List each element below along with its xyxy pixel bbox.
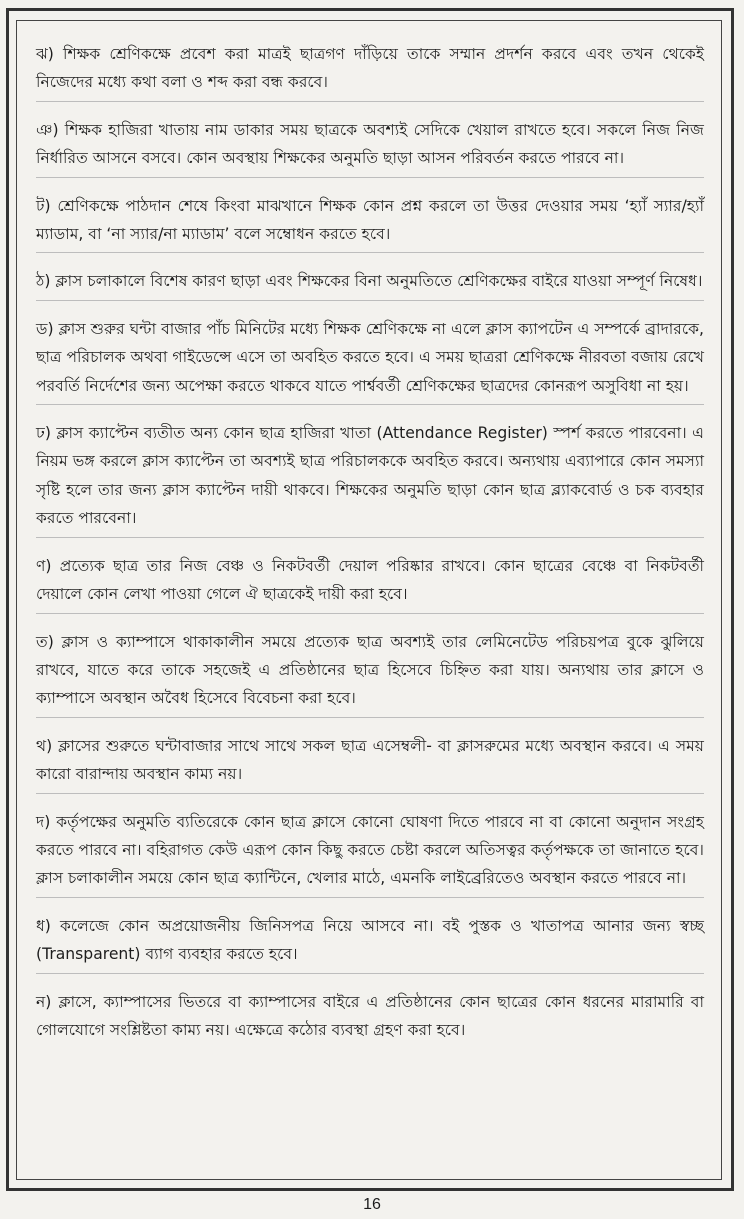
- rule-item: ঢ) ক্লাস ক্যাপ্টেন ব্যতীত অন্য কোন ছাত্র হাজিরা খাতা (Attendance Register) স্পর্শ করতে পারবেনা। এ নিয়ম ভঙ্গ করলে ক্লাস ক্যাপ্টেন তা অবশ্যই ছাত্র পরিচালককে অবহিত করবে। অন্যথায় এব্যাপারে কোন সমস্যা সৃষ্টি হলে তার জন্য ক্লাস ক্যাপ্টেন দায়ী থাকবে। শিক্ষকের অনুমতি ছাড়া কোন ছাত্র ব্ল্যাকবোর্ড ও চক ব্যবহার করতে পারবেনা।: [36, 419, 704, 538]
- rule-item: ঝ) শিক্ষক শ্রেণিকক্ষে প্রবেশ করা মাত্রই ছাত্রগণ দাঁড়িয়ে তাকে সম্মান প্রদর্শন করবে এবং তখন থেকেই নিজেদের মধ্যে কথা বলা ও শব্দ করা বন্ধ করবে।: [36, 40, 704, 102]
- rule-item: ণ) প্রত্যেক ছাত্র তার নিজ বেঞ্চ ও নিকটবর্তী দেয়াল পরিষ্কার রাখবে। কোন ছাত্রের বেঞ্চে বা নিকটবর্তী দেয়ালে কোন লেখা পাওয়া গেলে ঐ ছাত্রকেই দায়ী করা হবে।: [36, 552, 704, 614]
- rule-item: দ) কর্তৃপক্ষের অনুমতি ব্যতিরেকে কোন ছাত্র ক্লাসে কোনো ঘোষণা দিতে পারবে না বা কোনো অনুদান সংগ্রহ করতে পারবে না। বহিরাগত কেউ এরূপ কোন কিছু করতে চেষ্টা করলে অতিসত্বর কর্তৃপক্ষকে তা জানাতে হবে। ক্লাস চলাকালীন সময়ে কোন ছাত্র ক্যান্টিনে, খেলার মাঠে, এমনকি লাইব্রেরিতেও অবস্থান করতে পারবে না।: [36, 808, 704, 898]
- page-number: 16: [363, 1196, 381, 1213]
- rule-item: ন) ক্লাসে, ক্যাম্পাসের ভিতরে বা ক্যাম্পাসের বাইরে এ প্রতিষ্ঠানের কোন ছাত্রের কোন ধরনের মারামারি বা গোলযোগে সংশ্লিষ্টতা কাম্য নয়। এক্ষেত্রে কঠোর ব্যবস্থা গ্রহণ করা হবে।: [36, 992, 704, 1039]
- rule-item: ত) ক্লাস ও ক্যাম্পাসে থাকাকালীন সময়ে প্রত্যেক ছাত্র অবশ্যই তার লেমিনেটেড পরিচয়পত্র বুকে ঝুলিয়ে রাখবে, যাতে করে তাকে সহজেই এ প্রতিষ্ঠানের ছাত্র হিসেবে চিহ্নিত করা যায়। অন্যথায় তার ক্লাসে ও ক্যাম্পাসে অবস্থান অবৈধ হিসেবে বিবেচনা করা হবে।: [36, 628, 704, 718]
- rules-list: [36, 40, 704, 1062]
- rule-item: ঠ) ক্লাস চলাকালে বিশেষ কারণ ছাড়া এবং শিক্ষকের বিনা অনুমতিতে শ্রেণিকক্ষের বাইরে যাওয়া সম্পূর্ণ নিষেধ।: [36, 267, 704, 300]
- rule-item: থ) ক্লাসের শুরুতে ঘন্টাবাজার সাথে সাথে সকল ছাত্র এসেম্বলী- বা ক্লাসরুমের মধ্যে অবস্থান করবে। এ সময় কারো বারান্দায় অবস্থান কাম্য নয়।: [36, 732, 704, 794]
- rule-item: ধ) কলেজে কোন অপ্রয়োজনীয় জিনিসপত্র নিয়ে আসবে না। বই পুস্তক ও খাতাপত্র আনার জন্য স্বচ্ছ (Transparent) ব্যাগ ব্যবহার করতে হবে।: [36, 912, 704, 974]
- rule-item: ড) ক্লাস শুরুর ঘন্টা বাজার পাঁচ মিনিটের মধ্যে শিক্ষক শ্রেণিকক্ষে না এলে ক্লাস ক্যাপটেন এ সম্পর্কে ব্রাদারকে, ছাত্র পরিচালক অথবা গাইডেন্সে এসে তা অবহিত করতে হবে। এ সময় ছাত্ররা শ্রেণিকক্ষে নীরবতা বজায় রেখে পরবর্তি নির্দেশের জন্য অপেক্ষা করতে থাকবে যাতে পার্শ্ববর্তী শ্রেণিকক্ষের ছাত্রদের কোনরূপ অসুবিধা না হয়।: [36, 315, 704, 405]
- rule-item: ঞ) শিক্ষক হাজিরা খাতায় নাম ডাকার সময় ছাত্রকে অবশ্যই সেদিকে খেয়াল রাখতে হবে। সকলে নিজ নিজ নির্ধারিত আসনে বসবে। কোন অবস্থায় শিক্ষকের অনুমতি ছাড়া আসন পরিবর্তন করতে পারবে না।: [36, 116, 704, 178]
- rule-item: ট) শ্রেণিকক্ষে পাঠদান শেষে কিংবা মাঝখানে শিক্ষক কোন প্রশ্ন করলে তা উত্তর দেওয়ার সময় ‘হ্যাঁ স্যার/হ্যাঁ ম্যাডাম, বা ‘না স্যার/না ম্যাডাম’ বলে সম্বোধন করতে হবে।: [36, 192, 704, 254]
